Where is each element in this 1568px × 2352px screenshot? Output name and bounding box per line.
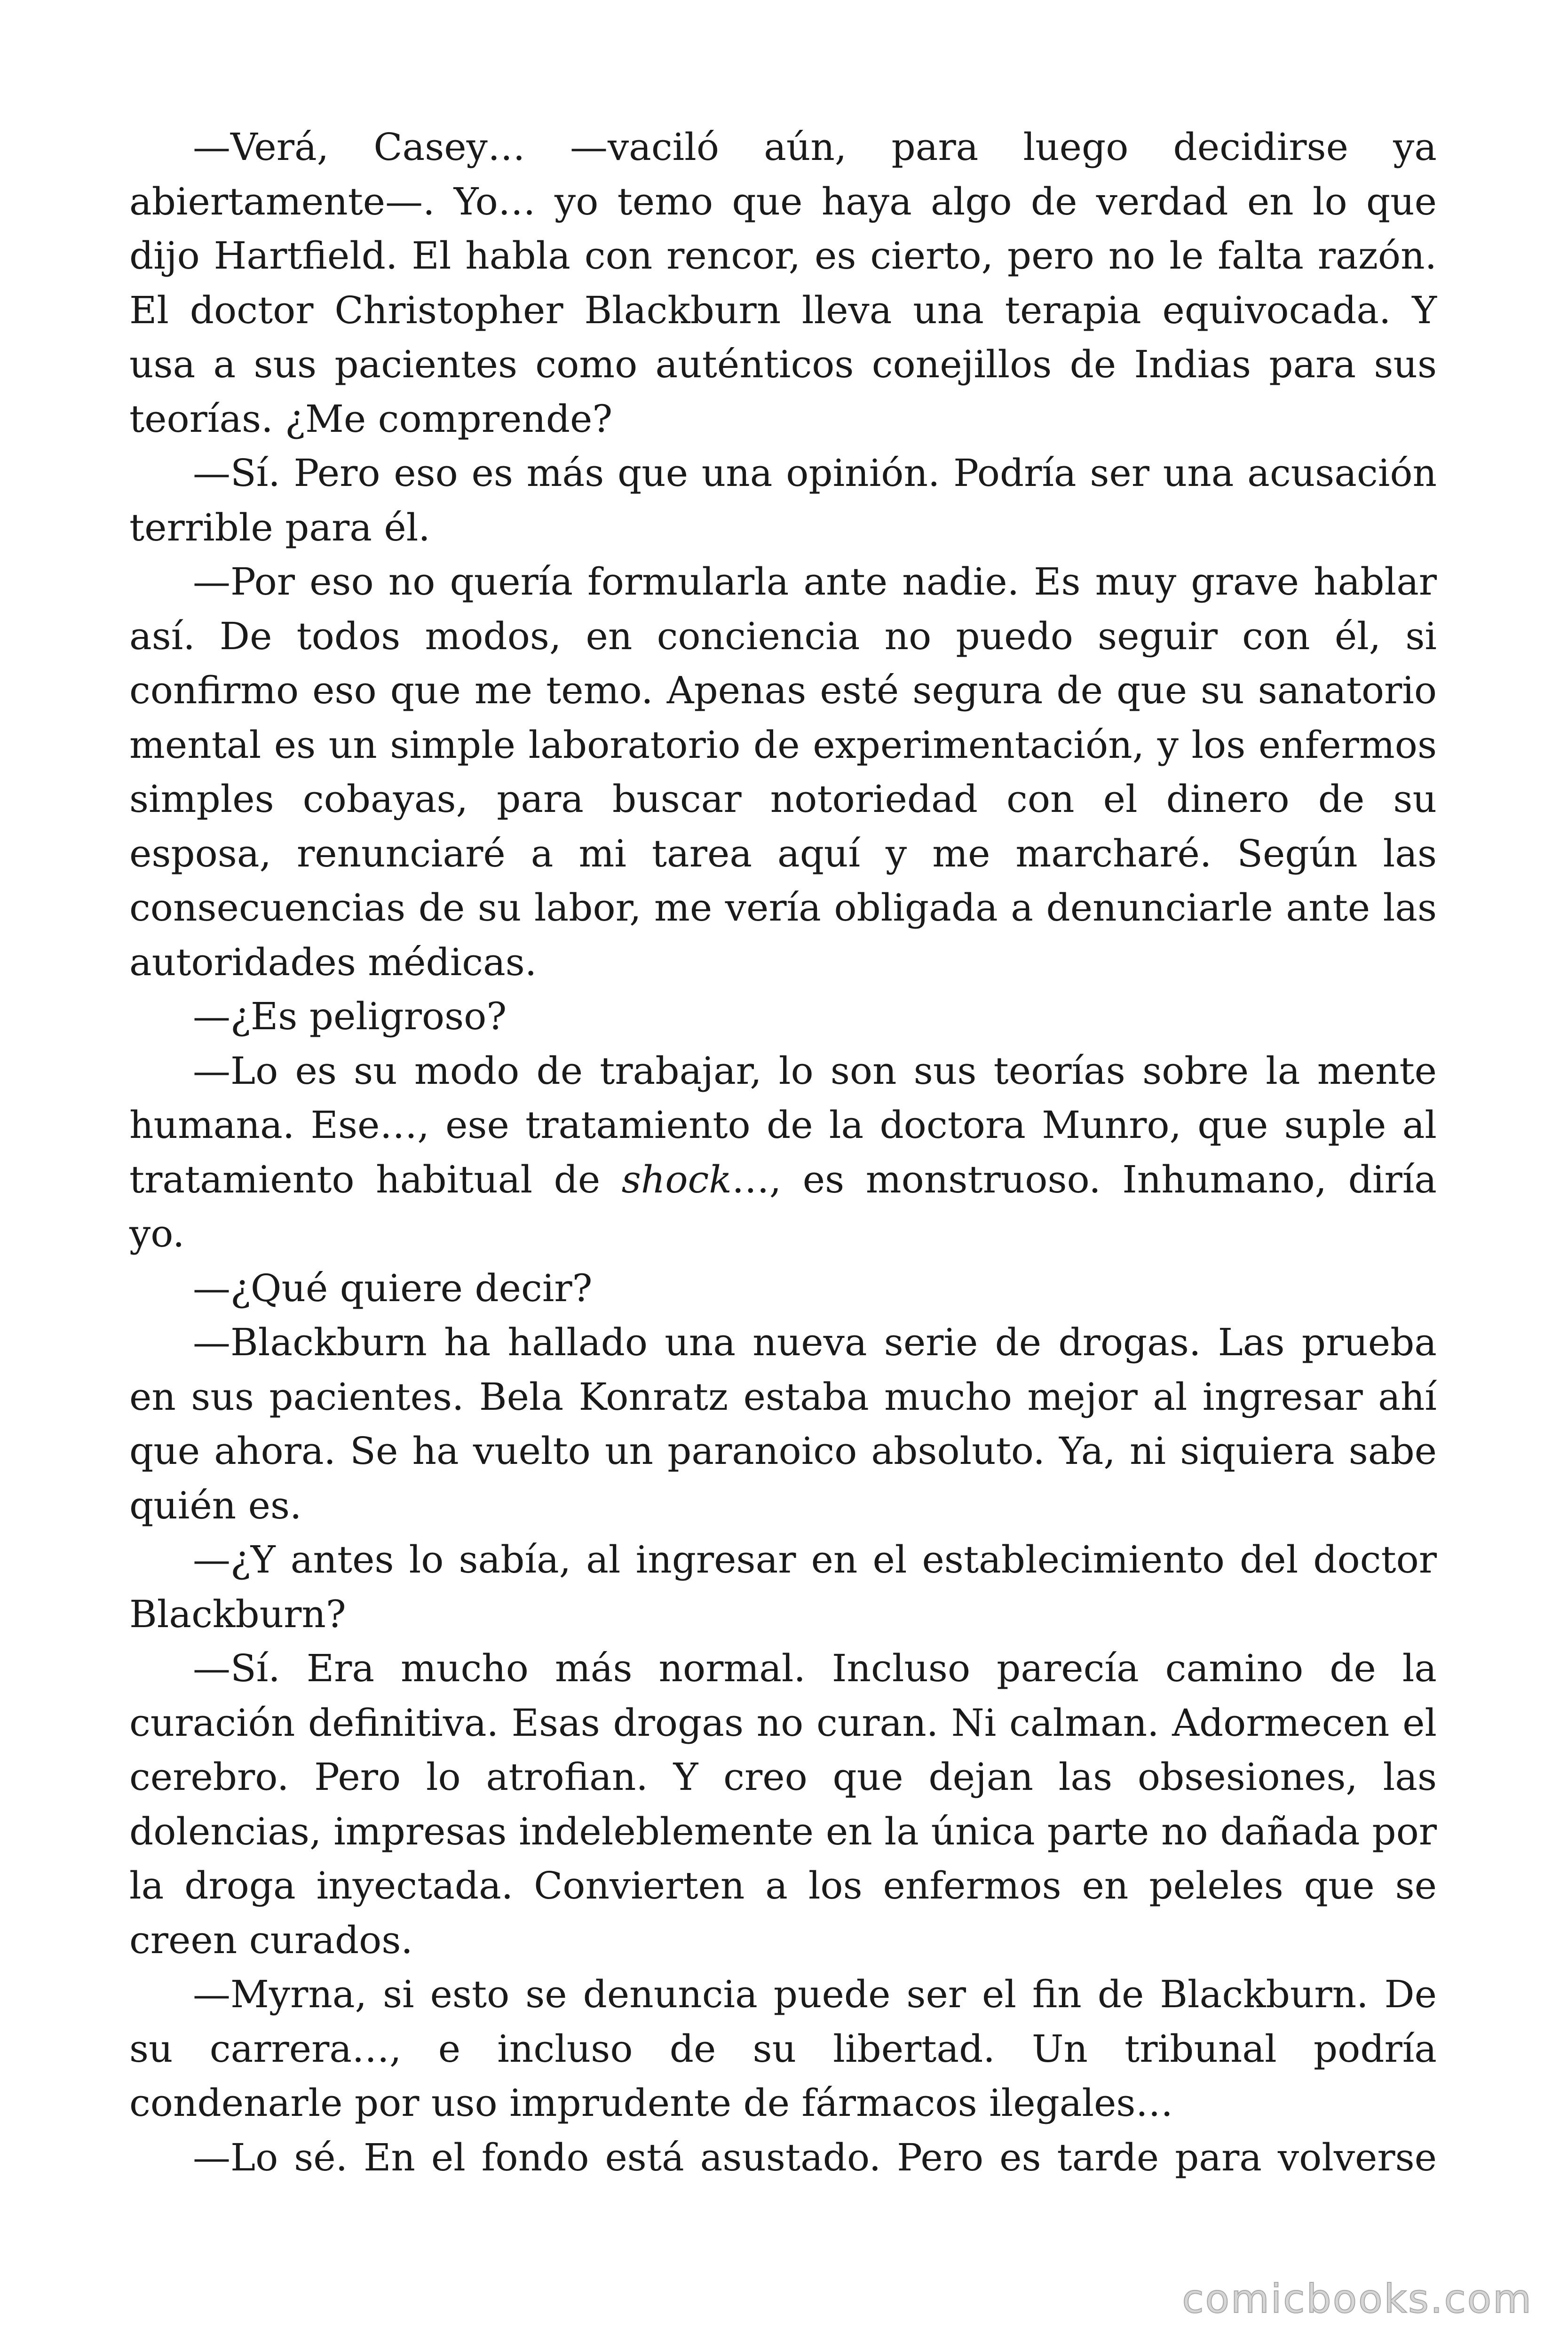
paragraph: —¿Qué quiere decir? xyxy=(193,1266,593,1310)
watermark: comicbooks.com xyxy=(1182,2276,1533,2322)
paragraph: —Myrna, si esto se denuncia puede ser el fin de Blackburn. De su carrera…, e incluso de su libertad. Un tribunal podría condenarle por uso imprudente de fármacos ilegales… xyxy=(129,1972,1437,2125)
paragraph: —Blackburn ha hallado una nueva serie de drogas. Las prueba en sus pacientes. Bela Konratz estaba mucho mejor al ingresar ahí que ahora. Se ha vuelto un paranoico absoluto. Ya, ni siquiera sabe quién es. xyxy=(129,1320,1437,1527)
paragraph: —Lo sé. En el fondo está asustado. Pero es tarde para volverse xyxy=(193,2135,1437,2179)
paragraph-text: …, es monstruoso. Inhumano, diría yo. xyxy=(129,1157,1437,1255)
paragraph: —Sí. Era mucho más normal. Incluso parecía camino de la curación definitiva. Esas drogas no curan. Ni calman. Adormecen el cerebro. Pero lo atrofian. Y creo que dejan las obsesiones, las dolencias, impresas indeleblemente en la única parte no dañada por la droga inyectada. Convierten a los enfermos en peleles que se creen curados. xyxy=(129,1646,1437,1962)
paragraph: —¿Es peligroso? xyxy=(193,994,507,1038)
paragraph: —Verá, Casey… —vaciló aún, para luego decidirse ya abiertamente—. Yo… yo temo que haya algo de verdad en lo que dijo Hartfield. El habla con rencor, es cierto, pero no le falta razón. El doctor Christopher Blackburn lleva una terapia equivocada. Y usa a sus pacientes como auténticos conejillos de Indias para sus teorías. ¿Me comprende? xyxy=(129,125,1437,441)
body-text xyxy=(129,120,1437,2185)
italic-word: shock xyxy=(621,1157,732,1201)
paragraph-text: —Lo es su modo de trabajar, lo son sus teorías sobre la mente humana. Ese…, ese tratamiento de la doctora Munro, que suple al tratamiento habitual de xyxy=(129,1049,1437,1201)
paragraph: —¿Y antes lo sabía, al ingresar en el establecimiento del doctor Blackburn? xyxy=(129,1538,1437,1636)
paragraph: —Sí. Pero eso es más que una opinión. Podría ser una acusación terrible para él. xyxy=(129,451,1437,549)
paragraph xyxy=(129,1044,1437,1261)
paragraph: —Por eso no quería formularla ante nadie. Es muy grave hablar así. De todos modos, en conciencia no puedo seguir con él, si confirmo eso que me temo. Apenas esté segura de que su sanatorio mental es un simple laboratorio de experimentación, y los enfermos simples cobayas, para buscar notoriedad con el dinero de su esposa, renunciaré a mi tarea aquí y me marcharé. Según las consecuencias de su labor, me vería obligada a denunciarle ante las autoridades médicas. xyxy=(129,560,1437,984)
